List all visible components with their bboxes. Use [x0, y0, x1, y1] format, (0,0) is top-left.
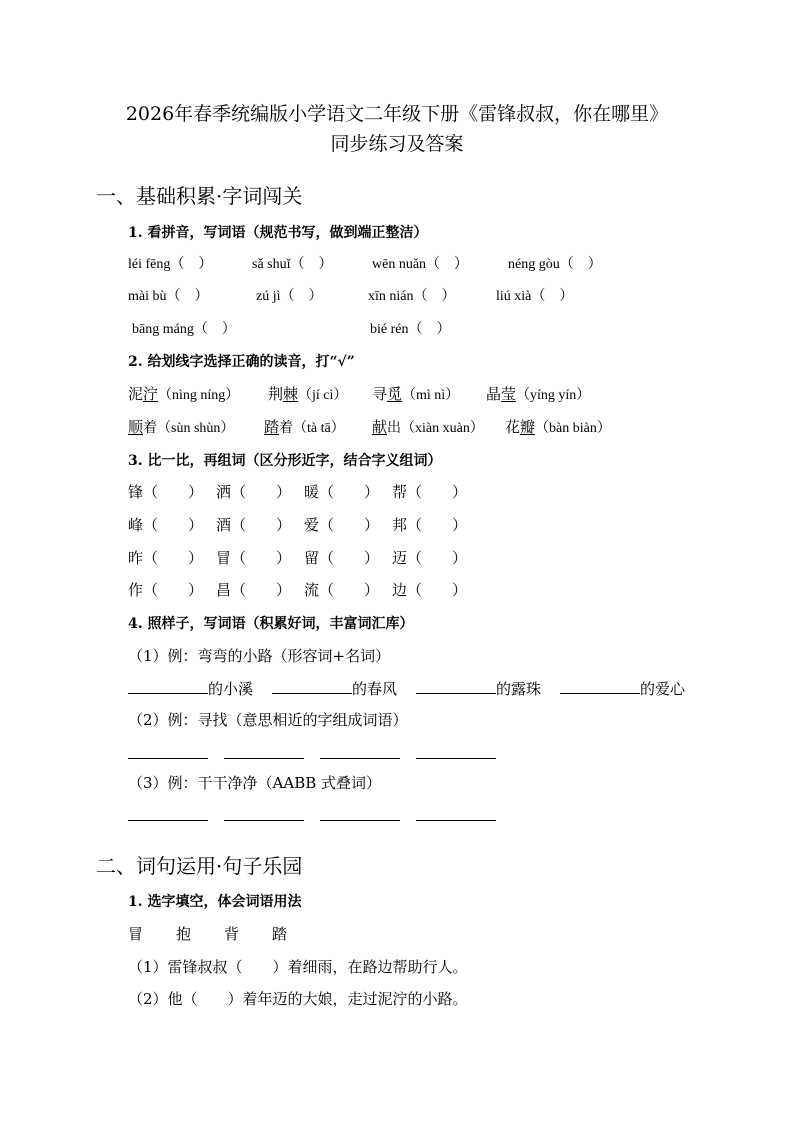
choice-word: 冒	[128, 925, 144, 943]
compare-item: 昌（ ）	[216, 581, 292, 599]
section1-heading: 一、基础积累·字词闯关	[96, 184, 303, 208]
reading-item: 顺着（sùn shùn）	[128, 418, 235, 436]
q2-heading: 2. 给划线字选择正确的读音，打“√”	[128, 354, 355, 370]
reading-item: 花瓣（bàn biàn）	[505, 418, 611, 436]
choice-word: 踏	[272, 925, 288, 943]
page-subtitle: 同步练习及答案	[330, 133, 464, 155]
answer-blank[interactable]	[224, 744, 304, 759]
compare-item: 锋（ ）	[128, 483, 204, 501]
reading-item: 荆棘（jí cì）	[268, 385, 348, 403]
q1-heading: 1. 看拼音，写词语（规范书写，做到端正整洁）	[128, 225, 428, 241]
compare-item: 迈（ ）	[392, 549, 468, 567]
fill-row-3	[128, 806, 512, 826]
answer-blank[interactable]	[320, 744, 400, 759]
choice-word: 抱	[176, 925, 192, 943]
sentence-2: （2）他（ ）着年迈的大娘，走过泥泞的小路。	[128, 990, 468, 1008]
compare-item: 边（ ）	[392, 581, 468, 599]
section2-heading: 二、词句运用·句子乐园	[96, 854, 303, 878]
compare-item: 冒（ ）	[216, 549, 292, 567]
compare-item: 昨（ ）	[128, 549, 204, 567]
compare-item: 流（ ）	[304, 581, 380, 599]
q4-heading: 4. 照样子，写词语（积累好词，丰富词汇库）	[128, 616, 414, 632]
page-title: 2026年春季统编版小学语文二年级下册《雷锋叔叔，你在哪里》	[125, 103, 669, 125]
fill-row-2	[128, 744, 512, 764]
pinyin-item: mài bù（ ）	[128, 289, 209, 304]
pinyin-item: sǎ shuǐ（ ）	[252, 257, 333, 272]
answer-blank[interactable]	[128, 679, 208, 694]
fill-row-1: 的春风	[272, 679, 397, 698]
compare-item: 暖（ ）	[304, 483, 380, 501]
answer-blank[interactable]	[416, 679, 496, 694]
answer-blank[interactable]	[320, 806, 400, 821]
compare-item: 帮（ ）	[392, 483, 468, 501]
answer-blank[interactable]	[416, 806, 496, 821]
compare-item: 酒（ ）	[216, 516, 292, 534]
compare-item: 爱（ ）	[304, 516, 380, 534]
answer-blank[interactable]	[128, 806, 208, 821]
q4-example-1: （1）例：弯弯的小路（形容词+名词）	[128, 647, 391, 665]
reading-item: 踏着（tà tā）	[264, 418, 345, 436]
compare-item: 邦（ ）	[392, 516, 468, 534]
answer-blank[interactable]	[272, 679, 352, 694]
answer-blank[interactable]	[560, 679, 640, 694]
answer-blank[interactable]	[416, 744, 496, 759]
compare-item: 峰（ ）	[128, 516, 204, 534]
fill-row-1: 的爱心	[560, 679, 685, 698]
fill-row-1: 的小溪	[128, 679, 253, 698]
q4-example-2: （2）例：寻找（意思相近的字组成词语）	[128, 711, 408, 729]
reading-item: 献出（xiàn xuàn）	[372, 418, 484, 436]
pinyin-item: liú xià（ ）	[496, 289, 574, 304]
fill-row-1: 的露珠	[416, 679, 541, 698]
q3-heading: 3. 比一比，再组词（区分形近字，结合字义组词）	[128, 453, 442, 469]
pinyin-item: zú jì（ ）	[256, 289, 323, 304]
answer-blank[interactable]	[224, 806, 304, 821]
reading-item: 寻觅（mì nì）	[372, 385, 460, 403]
compare-item: 留（ ）	[304, 549, 380, 567]
s2-q1-heading: 1. 选字填空，体会词语用法	[128, 894, 302, 910]
pinyin-item: léi fēng（ ）	[128, 257, 213, 272]
pinyin-item: wēn nuǎn（ ）	[372, 257, 469, 272]
pinyin-item: néng gòu（ ）	[508, 257, 602, 272]
pinyin-item: xīn nián（ ）	[368, 289, 456, 304]
choice-word: 背	[224, 925, 240, 943]
pinyin-item: bié rén（ ）	[370, 322, 451, 337]
compare-item: 作（ ）	[128, 581, 204, 599]
sentence-1: （1）雷锋叔叔（ ）着细雨，在路边帮助行人。	[128, 958, 468, 976]
pinyin-item: bāng máng（ ）	[132, 322, 236, 337]
reading-item: 泥泞（nìng níng）	[128, 385, 240, 403]
compare-item: 洒（ ）	[216, 483, 292, 501]
reading-item: 晶莹（yíng yín）	[486, 385, 591, 403]
answer-blank[interactable]	[128, 744, 208, 759]
q4-example-3: （3）例：干干净净（AABB 式叠词）	[128, 774, 382, 792]
